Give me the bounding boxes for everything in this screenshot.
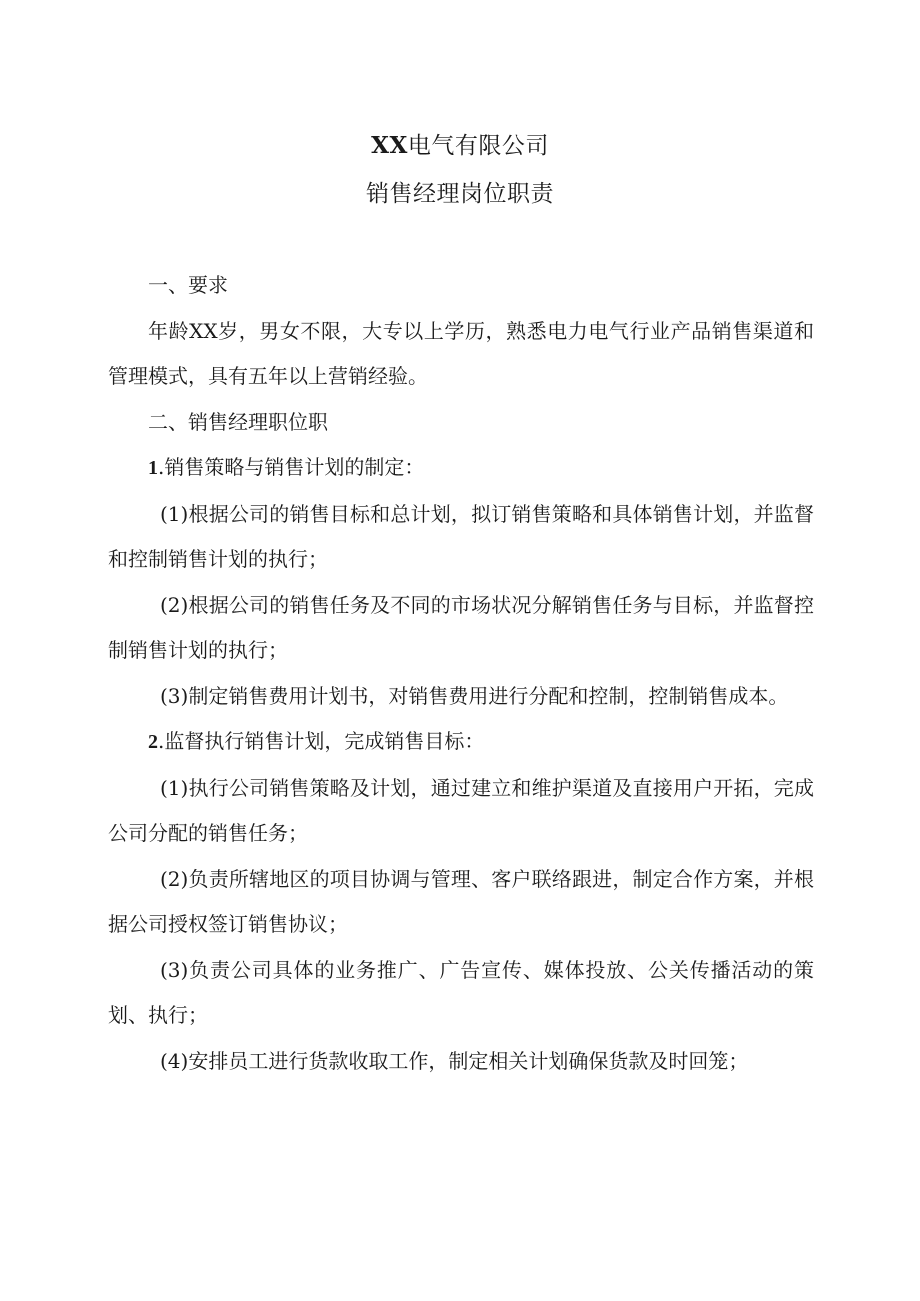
duties-heading: 二、销售经理职位职 (148, 409, 328, 434)
item-2-sub-1: (1)执行公司销售策略及计划，通过建立和维护渠道及直接用户开拓，完成公司分配的销售任务； (108, 775, 814, 845)
company-suffix: 电气有限公司 (407, 133, 549, 159)
item-2-number: 2 (148, 731, 158, 753)
item-1-sub-1: (1)根据公司的销售目标和总计划，拟订销售策略和具体销售计划，并监督和控制销售计划的执行； (108, 501, 814, 571)
item-1-text: .销售策略与销售计划的制定： (158, 455, 425, 479)
item-1-heading (108, 445, 814, 492)
document-body (108, 263, 814, 1084)
requirements-heading: 一、要求 (148, 273, 228, 297)
item-2-text: .监督执行销售计划，完成销售目标： (158, 729, 485, 753)
company-name (0, 122, 920, 170)
document-title: 销售经理岗位职责 (366, 181, 554, 207)
item-2-sub-3: (3)负责公司具体的业务推广、广告宣传、媒体投放、公关传播活动的策划、执行； (108, 957, 814, 1027)
company-prefix: XX (371, 132, 408, 159)
item-2-sub-2: (2)负责所辖地区的项目协调与管理、客户联络跟进，制定合作方案，并根据公司授权签订销售协议； (108, 866, 814, 936)
item-1-number: 1 (148, 457, 158, 479)
title-block (0, 122, 920, 218)
requirements-text: 年龄XX岁，男女不限，大专以上学历，熟悉电力电气行业产品销售渠道和管理模式，具有五年以上营销经验。 (108, 318, 814, 388)
item-1-sub-3: (3)制定销售费用计划书，对销售费用进行分配和控制，控制销售成本。 (160, 683, 789, 708)
item-1-sub-2: (2)根据公司的销售任务及不同的市场状况分解销售任务与目标，并监督控制销售计划的执行； (108, 592, 814, 662)
item-2-sub-4: (4)安排员工进行货款收取工作，制定相关计划确保货款及时回笼； (160, 1048, 749, 1073)
item-2-heading (108, 719, 814, 766)
